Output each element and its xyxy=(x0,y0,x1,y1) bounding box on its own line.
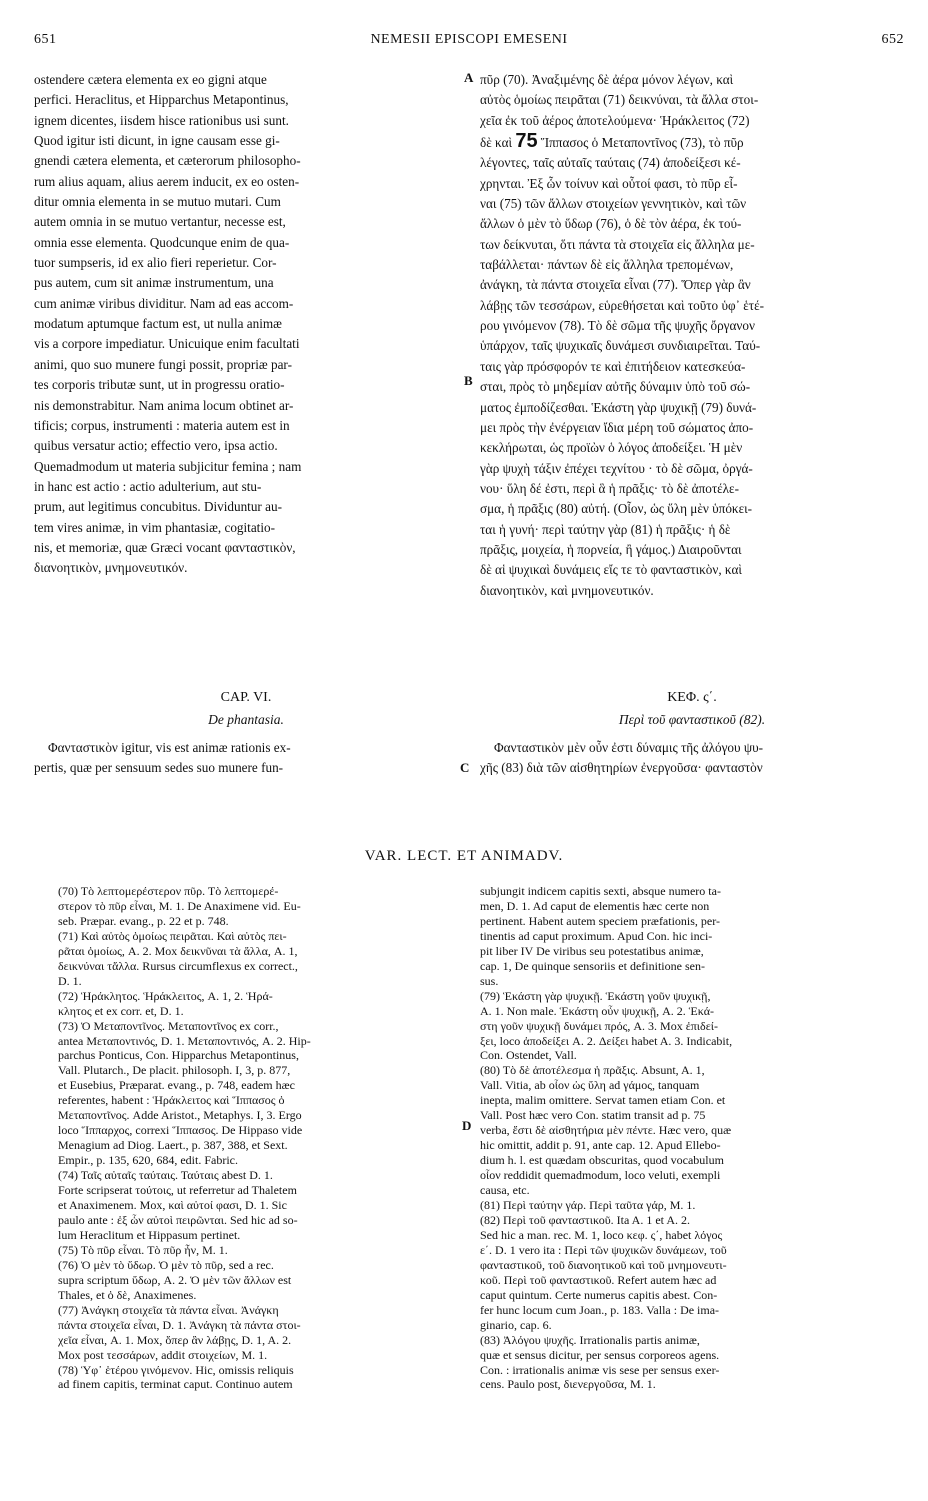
note-line: Con. Ostendet, Vall. xyxy=(480,1048,577,1063)
note-line: D. 1. xyxy=(58,973,82,988)
margin-letter-d: D xyxy=(462,1118,472,1133)
note-line: hic omittit, addit p. 91, ante cap. 12. Apud Ellebo- xyxy=(480,1138,721,1153)
note-line: (83) Ἀλόγου ψυχῆς. Irrationalis partis animæ, xyxy=(480,1332,700,1347)
note-line: cap. 1, De quinque sensoriis et definitione sen- xyxy=(480,958,705,973)
note-line: (72) Ἡράκλητος. Ἡράκλειτος, A. 1, 2. Ἡρά- xyxy=(58,988,273,1003)
note-line: fer hunc locum cum Joan., p. 183. Valla : De ima- xyxy=(480,1302,720,1317)
note-line: Menagium ad Diog. Laert., p. 387, 388, et Sext. xyxy=(58,1138,288,1153)
note-line: men, D. 1. Ad caput de elementis hæc certe non xyxy=(480,898,710,913)
note-line: paulo ante : ἐξ ὧν αὐτοὶ πειρῶνται. Sed hic ad so- xyxy=(58,1212,298,1227)
text-line: χῆς (83) διὰ τῶν αἰσθητηρίων ἐνεργοῦσα· φανταστὸν xyxy=(480,760,763,776)
page-header xyxy=(34,32,904,52)
latin-text-line: gnendi cætera elementa, et cæterorum philosopho- xyxy=(34,153,301,169)
note-line: referentes, habent : Ἡράκλειτος καὶ Ἵππασος ὁ xyxy=(58,1093,285,1108)
note-line: antea Μεταποντινός, D. 1. Μεταποντινός, A. 2. Hip- xyxy=(58,1033,311,1048)
chapter-subtitle-greek: Περὶ τοῦ φανταστικοῦ (82). xyxy=(618,712,766,727)
latin-text-line: autem omnia in se mutuo vertantur, necesse est, xyxy=(34,214,286,230)
greek-text-line: λέγοντες, ταῖς αὐταῖς ταύταις (74) ἀποδείξεσι κέ- xyxy=(480,155,741,171)
note-line: ρᾶται ὁμοίως, A. 2. Mox δεικνῦναι τὰ ἄλλα, A. 1, xyxy=(58,943,298,958)
note-line: loco Ἵππαρχος, correxi Ἵππασος. De Hippaso vide xyxy=(58,1123,303,1138)
latin-text-line: pus autem, cum sit animæ instrumentum, una xyxy=(34,275,274,291)
latin-text-line: rum alius aquam, alius aerem inducit, ex eo osten- xyxy=(34,173,300,189)
latin-text-line: tem vires animæ, in vim phantasiæ, cogitatio- xyxy=(34,519,276,535)
greek-text-line: χεῖα ἐκ τοῦ ἀέρος ἀποτελούμενα· Ἡράκλειτος (72) xyxy=(480,112,750,128)
greek-text-line: διανοητικὸν, καὶ μνημονευτικόν. xyxy=(480,582,654,598)
note-line: subjungit indicem capitis sexti, absque numero ta- xyxy=(480,884,721,898)
latin-text-line: Quod igitur isti dicunt, in igne causam esse gi- xyxy=(34,133,280,149)
note-line: caput quintum. Certe numerus capitis abest. Con- xyxy=(480,1287,718,1302)
note-line: στη γοῦν ψυχικῇ δυνάμει πρός, A. 3. Mox ἐπιδεί- xyxy=(480,1018,718,1033)
note-line: κοῦ. Περὶ τοῦ φανταστικοῦ. Refert autem hæc ad xyxy=(480,1272,717,1287)
note-line: Forte scripserat τούτοις, ut referretur ad Thaletem xyxy=(58,1183,297,1198)
note-line: Vall. Post hæc vero Con. statim transit ad p. 75 xyxy=(480,1108,706,1123)
note-line: Mox post τεσσάρων, addit στοιχείων, M. 1. xyxy=(58,1347,268,1362)
greek-text-line: ἀνάγκη, τὰ πάντα στοιχεῖα εἶναι (77). Ὅπερ γὰρ ἂν xyxy=(480,277,751,293)
chapter-opening-latin xyxy=(34,738,458,779)
note-line: οἷον reddidit quemadmodum, loco veluti, exempli xyxy=(480,1168,721,1183)
greek-text-line: γὰρ ψυχὴ τάξιν ἐπέχει τεχνίτου · τὸ δὲ σῶμα, ὀργά- xyxy=(480,460,753,476)
latin-text-line: tes corporis tributæ sunt, ut in progressu oratio- xyxy=(34,377,285,393)
latin-text-line: tuor sumpseris, id ex alio fieri reperietur. Cor- xyxy=(34,255,277,271)
note-line: supra scriptum ὕδωρ, A. 2. Ὁ μὲν τῶν ἄλλων est xyxy=(58,1272,292,1287)
running-title: NEMESII EPISCOPI EMESENI xyxy=(370,32,568,47)
greek-text-line: ταις γὰρ πρόσφορόν τε καὶ ἐπιτήδειον κατεσκεύα- xyxy=(480,358,746,374)
note-line: Μεταποντῖνος. Adde Aristot., Metaphys. I, 3. Ergo xyxy=(58,1108,302,1123)
folio-marker: 75 xyxy=(515,131,538,153)
note-line: πάντα στοιχεῖα εἶναι, D. 1. Ἀνάγκη τὰ πάντα στοι- xyxy=(58,1317,301,1332)
margin-letter-a: A xyxy=(464,70,474,85)
note-line: cens. Paulo post, διενεργοῦσα, M. 1. xyxy=(480,1377,656,1392)
note-line: et Eusebius, Præparat. evang., p. 748, eadem hæc xyxy=(58,1078,295,1093)
note-line: sus. xyxy=(480,973,499,988)
greek-text-line: ἄλλων ὁ μὲν τὸ ὕδωρ (76), ὁ δὲ τὸν ἀέρα, ἐκ τού- xyxy=(480,216,742,232)
greek-text-line: πῦρ (70). Ἀναξιμένης δὲ ἀέρα μόνον λέγων, καὶ xyxy=(480,72,734,87)
text-line: Φανταστικὸν μὲν οὖν ἐστι δύναμις τῆς ἀλόγου ψυ- xyxy=(494,740,764,755)
latin-text-line: in hanc est actio : actio adulterium, aut stu- xyxy=(34,478,262,494)
margin-letter-c: C xyxy=(460,760,470,775)
latin-text-line: animi, quo suo munere fungi possit, propriæ par- xyxy=(34,356,292,372)
note-line: Con. : irrationalis animæ vis sese per sensus exer- xyxy=(480,1362,720,1377)
latin-text-line: διανοητικὸν, μνημονευτικόν. xyxy=(34,560,188,576)
chapter-title-greek: ΚΕΦ. ς΄. xyxy=(667,690,717,705)
note-line: ε΄. D. 1 vero ita : Περὶ τῶν ψυχικῶν δυνάμεων, τοῦ xyxy=(480,1242,727,1257)
greek-text-line: ται ἡ γυνή· περὶ ταύτην γὰρ (81) ἡ πρᾶξις· ἡ δὲ xyxy=(480,521,731,537)
note-line: (74) Ταῖς αὐταῖς ταύταις. Ταύταις abest D. 1. xyxy=(58,1168,273,1183)
chapter-subtitle-latin: De phantasia. xyxy=(208,712,284,727)
latin-text-column xyxy=(34,70,458,579)
note-line: (75) Τὸ πῦρ εἶναι. Τὸ πῦρ ἦν, M. 1. xyxy=(58,1242,228,1257)
latin-text-line: ostendere cætera elementa ex eo gigni atque xyxy=(34,72,267,87)
note-line: (81) Περὶ ταύτην γάρ. Περὶ ταῦτα γάρ, M. 1. xyxy=(480,1198,696,1213)
chapter-opening-greek xyxy=(480,738,904,779)
notes-heading: VAR. LECT. ET ANIMADV. xyxy=(364,848,564,864)
note-line: tinentis ad caput proximum. Apud Con. hic inci- xyxy=(480,928,713,943)
latin-text-line: quibus versatur actio; effectio vero, ipsa actio. xyxy=(34,438,278,454)
greek-text-line: λάβῃς τῶν τεσσάρων, εὑρεθήσεται καὶ τοῦτο ὑφ᾽ ἑτέ- xyxy=(480,297,765,313)
note-line: (71) Καὶ αὐτὸς ὁμοίως πειρᾶται. Καὶ αὐτὸς πει- xyxy=(58,928,287,943)
greek-text-line: δὲ αἱ ψυχικαὶ δυνάμεις εἴς τε τὸ φανταστικὸν, καὶ xyxy=(480,562,742,578)
note-line: et Anaximenem. Mox, καὶ αὐτοί φασι, D. 1. Sic xyxy=(58,1198,287,1213)
latin-text-line: vis a corpore impediatur. Unicuique enim facultati xyxy=(34,336,300,352)
latin-text-line: Quemadmodum ut materia subjicitur femina ; nam xyxy=(34,458,302,474)
note-line: (82) Περὶ τοῦ φανταστικοῦ. Ita A. 1 et A. 2. xyxy=(480,1212,690,1227)
latin-text-line: perfici. Heraclitus, et Hipparchus Metapontinus, xyxy=(34,92,289,108)
note-line: (73) Ὁ Μεταποντῖνος. Μεταποντῖνος ex corr., xyxy=(58,1018,279,1033)
note-line: seb. Præpar. evang., p. 22 et p. 748. xyxy=(58,913,229,928)
greek-text-line: πρᾶξις, μοιχεία, ἡ πορνεία, ἢ γάμος.) Διαιροῦνται xyxy=(480,541,742,557)
note-line: Sed hic a man. rec. M. 1, loco κεφ. ς΄, habet λόγος xyxy=(480,1227,723,1242)
note-line: A. 1. Non male. Ἑκάστη οὖν ψυχικῇ, A. 2. Ἑκά- xyxy=(480,1003,714,1018)
note-line: Empir., p. 135, 620, 684, edit. Fabric. xyxy=(58,1153,238,1168)
latin-text-line: ditur omnia elementa in se mutuo mutari. Cum xyxy=(34,194,281,210)
note-line: κλητος et ex corr. et, D. 1. xyxy=(58,1003,184,1018)
note-line: στερον τὸ πῦρ εἶναι, M. 1. De Anaximene vid. Eu- xyxy=(58,898,301,913)
note-line: inepta, malim omittere. Servat tamen etiam Con. et xyxy=(480,1093,726,1108)
note-line: (77) Ἀνάγκη στοιχεῖα τὰ πάντα εἶναι. Ἀνάγκη xyxy=(58,1302,279,1317)
note-line: Vall. Plutarch., De placit. philosoph. I, 3, p. 877, xyxy=(58,1063,291,1078)
note-line: Thales, et ὁ δὲ, Anaximenes. xyxy=(58,1287,197,1302)
greek-text-line: μει πρὸς τὴν ἐνέργειαν ἴδια μέρη τοῦ σώματος ἀπο- xyxy=(480,419,754,435)
greek-text-line: ταβάλλεται· πάντων δὲ εἰς ἄλληλα τρεπομένων, xyxy=(480,257,734,273)
note-line: causa, etc. xyxy=(480,1183,530,1198)
note-line: parchus Ponticus, Con. Hipparchus Metapontinus, xyxy=(58,1048,299,1063)
greek-text-line: νου· ὕλη δέ ἐστι, περὶ ἃ ἡ πρᾶξις· τὸ δὲ ἀποτέλε- xyxy=(480,480,739,496)
latin-text-line: nis demonstrabitur. Nam anima locum obtinet ar- xyxy=(34,397,294,413)
note-line: ξει, loco ἀποδείξει A. 2. Δείξει habet A. 3. Indicabit, xyxy=(480,1033,733,1048)
note-line: (76) Ὁ μὲν τὸ ὕδωρ. Ὁ μὲν τὸ πῦρ, sed a rec. xyxy=(58,1257,274,1272)
greek-text-line: αὐτὸς ὁμοίως πειρᾶται (71) δεικνύναι, τὰ ἄλλα στοι- xyxy=(480,92,759,108)
note-line: (70) Τὸ λεπτομερέστερον πῦρ. Τὸ λεπτομερέ- xyxy=(58,884,279,898)
note-line: dium h. l. est quædam obscuritas, quod vocabulum xyxy=(480,1153,724,1168)
greek-text-line: σται, πρὸς τὸ μηδεμίαν αὐτῆς δύναμιν ὑπὸ τοῦ σώ- xyxy=(480,379,751,395)
latin-text-line: nis, et memoriæ, quæ Græci vocant φανταστικὸν, xyxy=(34,539,296,555)
greek-text-line: κεκλήρωται, ὡς προϊὼν ὁ λόγος ἀποδείξει. Ἡ μὲν xyxy=(480,440,743,456)
greek-text-line: σμα, ἡ πρᾶξις (80) αὐτή. (Οἷον, ὡς ὕλη μὲν ὑπόκει- xyxy=(480,501,753,517)
latin-text-line: tificis; corpus, instrumenti : materia autem est in xyxy=(34,417,290,433)
page-number-right: 652 xyxy=(881,32,904,47)
latin-text-line: cum animæ viribus dividitur. Nam ad eas accom- xyxy=(34,295,294,311)
note-line: (80) Τὸ δὲ ἀποτέλεσμα ἡ πρᾶξις. Absunt, A. 1, xyxy=(480,1063,705,1078)
note-line: δεικνύναι τἄλλα. Rursus circumflexus ex correct., xyxy=(58,958,298,973)
note-line: verba, ἔστι δὲ αἰσθητήρια μὲν πέντε. Hæc vero, quæ xyxy=(480,1123,732,1138)
greek-text-line: των δείκνυται, ὅτι πάντα τὰ στοιχεῖα εἰς ἄλληλα με- xyxy=(480,236,755,252)
latin-text-line: ignem dicentes, iisdem hisce rationibus usi sunt. xyxy=(34,112,289,128)
greek-text-line: ὑπάρχον, ταῖς ψυχικαῖς δυνάμεσι συνδιαιρεῖται. Ταύ- xyxy=(480,338,761,354)
latin-text-line: prum, aut legitimus concubitus. Dividuntur au- xyxy=(34,499,282,515)
note-line: pit liber IV De viribus seu potestatibus animæ, xyxy=(480,943,704,958)
note-line: lum Heraclitum et Hippasum pertinet. xyxy=(58,1227,241,1242)
greek-text-line: χρηνται. Ἐξ ὧν τοίνυν καὶ οὗτοί φασι, τὸ πῦρ εἶ- xyxy=(480,175,738,191)
greek-text-line: ναι (75) τῶν ἄλλων στοιχείων γεννητικὸν, καὶ τῶν xyxy=(480,196,747,212)
note-line: χεῖα εἶναι, A. 1. Mox, ὅπερ ἂν λάβῃς, D. 1, A. 2. xyxy=(58,1332,292,1347)
latin-text-line: modatum aptumque factum est, ut nulla animæ xyxy=(34,316,282,332)
greek-text-column xyxy=(480,70,904,601)
note-line: ginario, cap. 6. xyxy=(480,1317,552,1332)
note-line: (78) Ὑφ᾽ ἑτέρου γινόμενον. Hic, omissis reliquis xyxy=(58,1362,294,1377)
margin-letter-b: B xyxy=(464,373,473,388)
notes-right-column xyxy=(480,884,902,1392)
note-line: quæ et sensus dicitur, per sensus corporeos agens. xyxy=(480,1347,720,1362)
note-line: φανταστικοῦ, τοῦ διανοητικοῦ καὶ τοῦ μνημονευτι- xyxy=(480,1257,727,1272)
note-line: Vall. Vitia, ab οἷον ὡς ὕλη ad γάμος, tanquam xyxy=(480,1078,700,1093)
note-line: pertinent. Habent autem speciem præfationis, per- xyxy=(480,913,721,928)
chapter-title-latin: CAP. VI. xyxy=(220,690,272,705)
text-line: pertis, quæ per sensuum sedes suo munere fun- xyxy=(34,760,284,776)
page-number-left: 651 xyxy=(34,32,57,47)
note-line: ad finem capitis, terminat caput. Continuo autem xyxy=(58,1377,293,1392)
greek-text-line: δὲ καὶ 75 Ἵππασος ὁ Μεταποντῖνος (73), τὸ πῦρ xyxy=(480,131,744,153)
latin-text-line: omnia esse elementa. Quodcunque enim de qua- xyxy=(34,234,290,250)
greek-text-line: ματος ἐμποδίζεσθαι. Ἑκάστη γὰρ ψυχικῇ (79) δυνά- xyxy=(480,399,757,415)
text-line: Φανταστικὸν igitur, vis est animæ rationis ex- xyxy=(48,740,291,755)
greek-text-line: ρου γινόμενον (78). Τὸ δὲ σῶμα τῆς ψυχῆς ὄργανον xyxy=(480,318,755,334)
notes-left-column xyxy=(58,884,458,1392)
note-line: (79) Ἑκάστη γὰρ ψυχικῇ. Ἑκάστη γοῦν ψυχικῇ, xyxy=(480,988,711,1003)
